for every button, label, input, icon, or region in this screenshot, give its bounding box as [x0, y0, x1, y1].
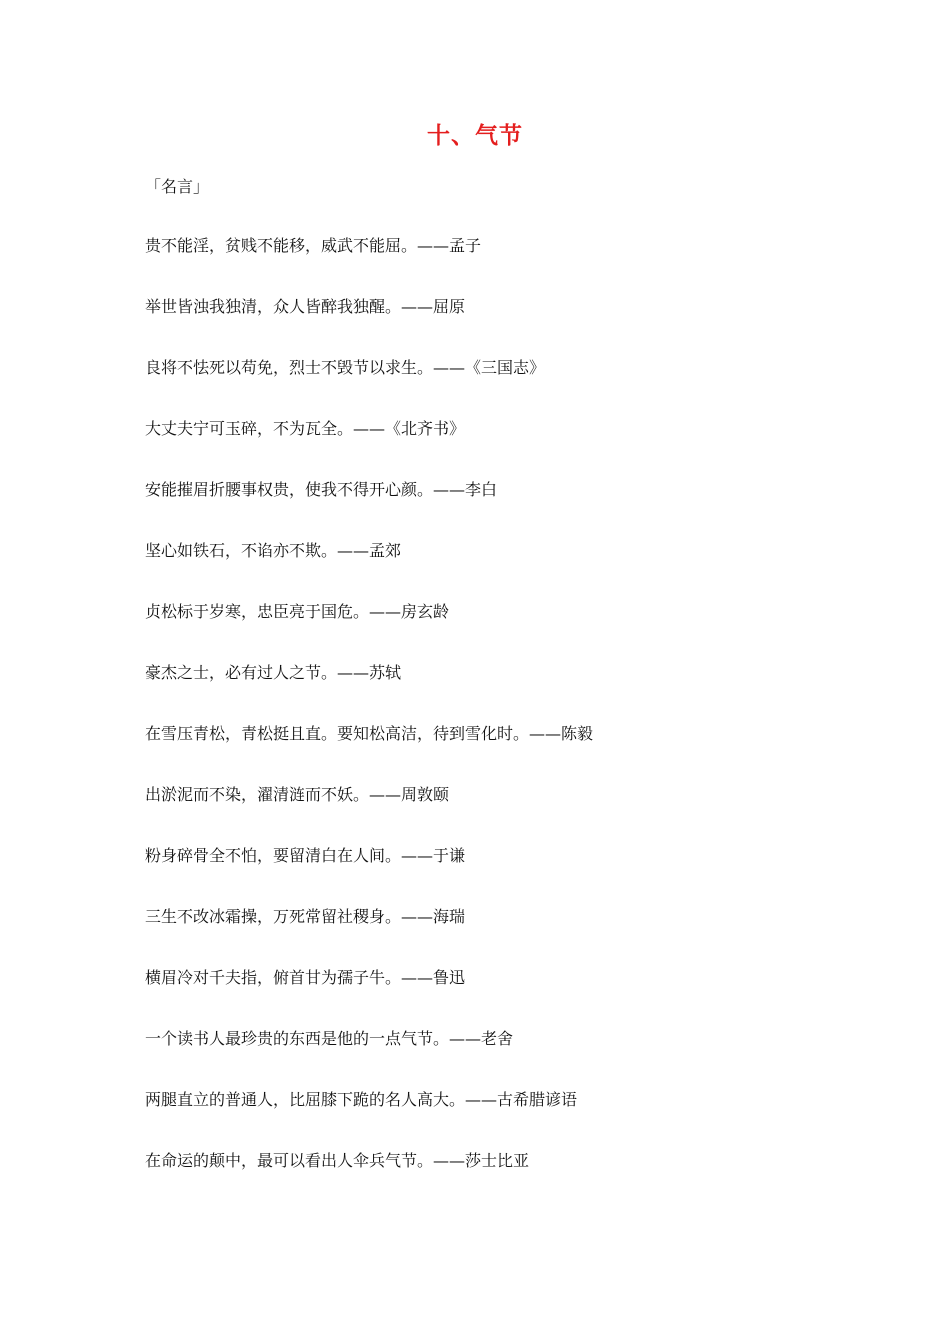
quote-item: 一个读书人最珍贵的东西是他的一点气节。——老舍	[145, 1029, 514, 1048]
quote-item: 豪杰之士，必有过人之节。——苏轼	[145, 663, 402, 682]
quote-item: 大丈夫宁可玉碎，不为瓦全。——《北齐书》	[145, 419, 466, 438]
quote-item: 两腿直立的普通人，比屈膝下跪的名人高大。——古希腊谚语	[145, 1090, 578, 1109]
quote-list	[145, 234, 845, 1210]
quote-item: 横眉冷对千夫指，俯首甘为孺子牛。——鲁迅	[145, 968, 466, 987]
quote-item: 良将不怯死以苟免，烈士不毁节以求生。——《三国志》	[145, 358, 546, 377]
quote-item: 在雪压青松，青松挺且直。要知松高洁，待到雪化时。——陈毅	[145, 724, 594, 743]
quote-item: 安能摧眉折腰事权贵，使我不得开心颜。——李白	[145, 480, 498, 499]
quote-item: 贞松标于岁寒，忠臣亮于国危。——房玄龄	[145, 602, 450, 621]
quote-item: 三生不改冰霜操，万死常留社稷身。——海瑞	[145, 907, 466, 926]
quote-item: 在命运的颠中，最可以看出人伞兵气节。——莎士比亚	[145, 1151, 530, 1170]
section-label: 「名言」	[145, 177, 210, 196]
quote-item: 举世皆浊我独清，众人皆醉我独醒。——屈原	[145, 297, 466, 316]
quote-item: 出淤泥而不染，濯清涟而不妖。——周敦颐	[145, 785, 450, 804]
quote-item: 贵不能淫，贫贱不能移，威武不能屈。——孟子	[145, 236, 482, 255]
page-title: 十、气节	[427, 122, 523, 149]
quote-item: 粉身碎骨全不怕，要留清白在人间。——于谦	[145, 846, 466, 865]
quote-item: 坚心如铁石，不谄亦不欺。——孟郊	[145, 541, 402, 560]
